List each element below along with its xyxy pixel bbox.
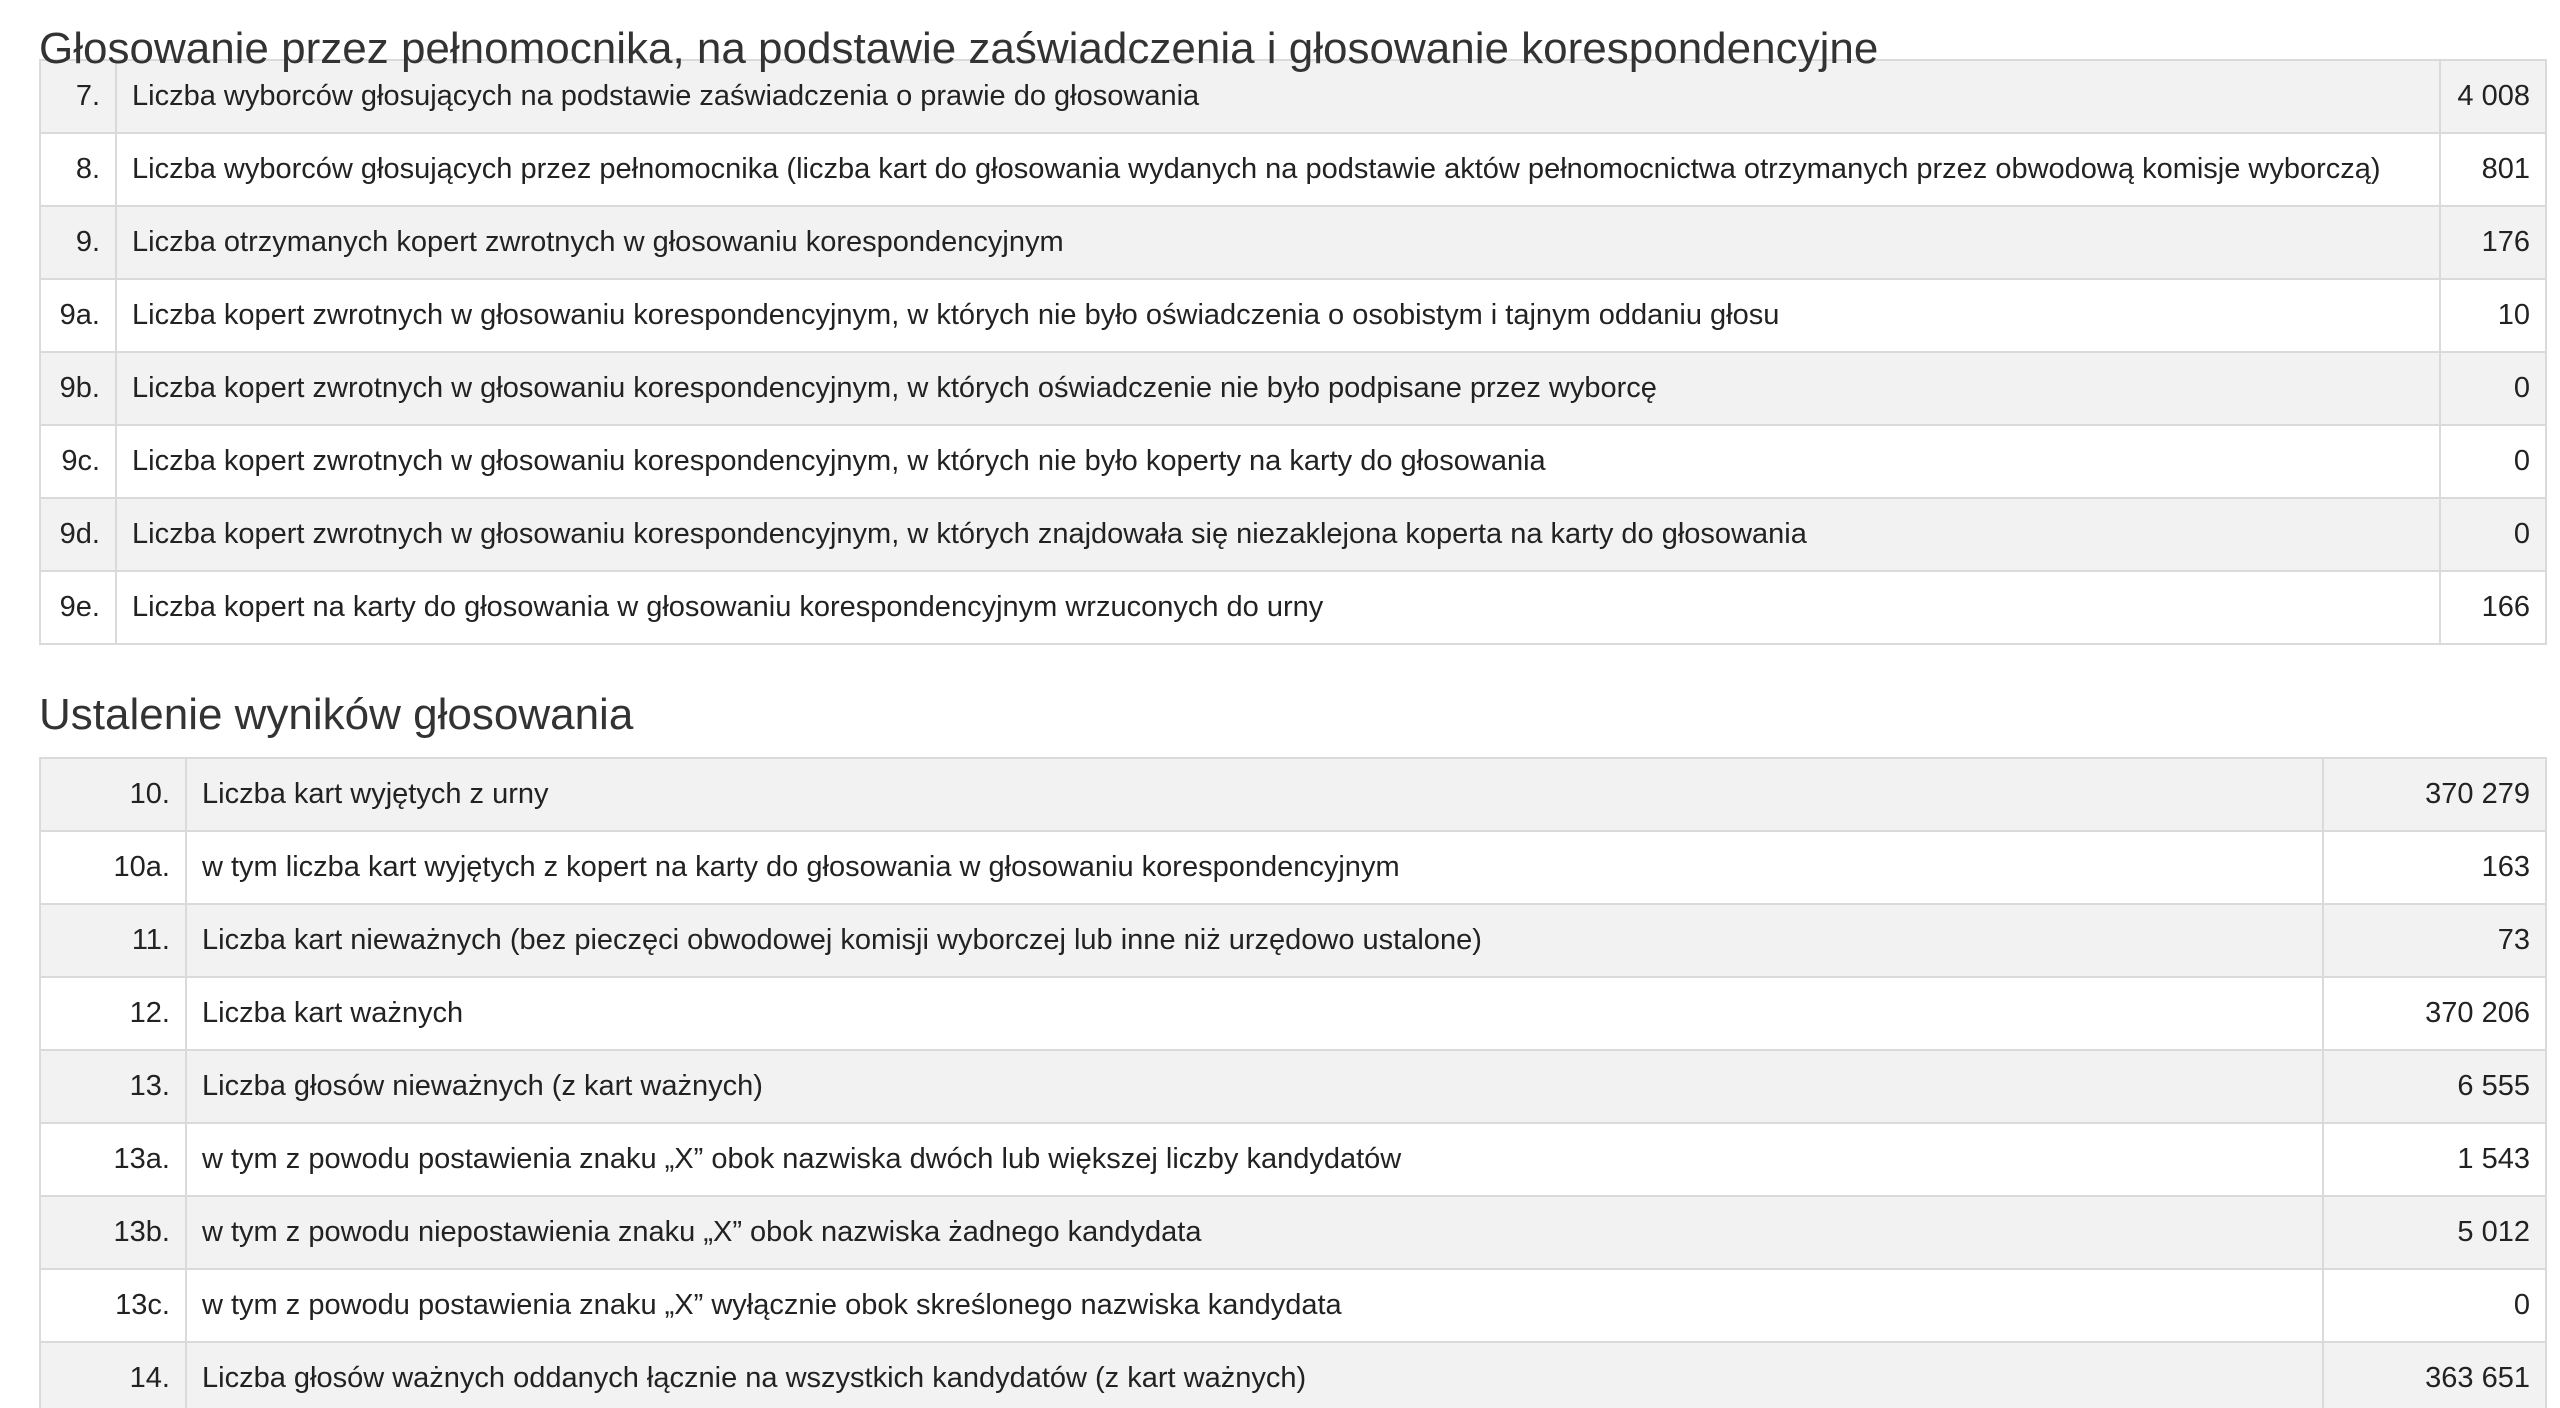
table-row — [40, 904, 2546, 977]
row-number: 9d. — [40, 498, 116, 571]
row-value: 5 012 — [2323, 1196, 2546, 1269]
table-row — [40, 425, 2546, 498]
table-row — [40, 1342, 2546, 1408]
row-number: 13. — [40, 1050, 186, 1123]
row-label: w tym z powodu postawienia znaku „X” obok nazwiska dwóch lub większej liczby kandydatów — [186, 1123, 2323, 1196]
row-value: 370 206 — [2323, 977, 2546, 1050]
row-label: Liczba głosów ważnych oddanych łącznie na wszystkich kandydatów (z kart ważnych) — [186, 1342, 2323, 1408]
row-label: Liczba kopert zwrotnych w głosowaniu korespondencyjnym, w których oświadczenie nie było podpisane przez wyborcę — [116, 352, 2440, 425]
row-number: 11. — [40, 904, 186, 977]
table-row — [40, 1123, 2546, 1196]
row-value: 6 555 — [2323, 1050, 2546, 1123]
row-label: Liczba kopert zwrotnych w głosowaniu korespondencyjnym, w których nie było oświadczenia o osobistym i tajnym oddaniu głosu — [116, 279, 2440, 352]
row-value: 166 — [2440, 571, 2546, 644]
table-row — [40, 498, 2546, 571]
row-label: Liczba wyborców głosujących na podstawie zaświadczenia o prawie do głosowania — [116, 60, 2440, 133]
row-label: Liczba kart ważnych — [186, 977, 2323, 1050]
row-label: Liczba otrzymanych kopert zwrotnych w głosowaniu korespondencyjnym — [116, 206, 2440, 279]
table-row — [40, 571, 2546, 644]
row-label: Liczba kart nieważnych (bez pieczęci obwodowej komisji wyborczej lub inne niż urzędowo ustalone) — [186, 904, 2323, 977]
table-row — [40, 758, 2546, 831]
row-number: 7. — [40, 60, 116, 133]
table-voting-results — [39, 757, 2547, 1408]
row-value: 801 — [2440, 133, 2546, 206]
section-title-proxy-certificate-postal: Głosowanie przez pełnomocnika, na podstawie zaświadczenia i głosowanie korespondencyjne — [39, 24, 1879, 73]
row-value: 0 — [2440, 498, 2546, 571]
table-row — [40, 133, 2546, 206]
row-number: 9a. — [40, 279, 116, 352]
row-value: 370 279 — [2323, 758, 2546, 831]
row-number: 13a. — [40, 1123, 186, 1196]
row-number: 10. — [40, 758, 186, 831]
row-value: 1 543 — [2323, 1123, 2546, 1196]
row-label: Liczba wyborców głosujących przez pełnomocnika (liczba kart do głosowania wydanych na podstawie aktów pełnomocnictwa otrzymanych przez obwodową komisje wyborczą) — [116, 133, 2440, 206]
table-row — [40, 206, 2546, 279]
row-value: 176 — [2440, 206, 2546, 279]
row-value: 0 — [2440, 425, 2546, 498]
row-number: 9. — [40, 206, 116, 279]
row-value: 0 — [2440, 352, 2546, 425]
table-row — [40, 977, 2546, 1050]
row-number: 9e. — [40, 571, 116, 644]
row-number: 13c. — [40, 1269, 186, 1342]
table-row — [40, 1196, 2546, 1269]
row-value: 163 — [2323, 831, 2546, 904]
table-row — [40, 831, 2546, 904]
row-label: w tym liczba kart wyjętych z kopert na karty do głosowania w głosowaniu korespondencyjnym — [186, 831, 2323, 904]
row-label: w tym z powodu niepostawienia znaku „X” obok nazwiska żadnego kandydata — [186, 1196, 2323, 1269]
row-label: Liczba kart wyjętych z urny — [186, 758, 2323, 831]
row-label: Liczba kopert na karty do głosowania w głosowaniu korespondencyjnym wrzuconych do urny — [116, 571, 2440, 644]
row-number: 8. — [40, 133, 116, 206]
row-label: Liczba kopert zwrotnych w głosowaniu korespondencyjnym, w których znajdowała się niezaklejona koperta na karty do głosowania — [116, 498, 2440, 571]
row-value: 10 — [2440, 279, 2546, 352]
section-title-voting-results: Ustalenie wyników głosowania — [39, 690, 634, 739]
row-number: 13b. — [40, 1196, 186, 1269]
row-number: 14. — [40, 1342, 186, 1408]
row-value: 0 — [2323, 1269, 2546, 1342]
table-row — [40, 279, 2546, 352]
table-row — [40, 352, 2546, 425]
row-number: 9c. — [40, 425, 116, 498]
row-label: Liczba kopert zwrotnych w głosowaniu korespondencyjnym, w których nie było koperty na karty do głosowania — [116, 425, 2440, 498]
table-row — [40, 1269, 2546, 1342]
row-label: w tym z powodu postawienia znaku „X” wyłącznie obok skreślonego nazwiska kandydata — [186, 1269, 2323, 1342]
row-number: 10a. — [40, 831, 186, 904]
row-value: 73 — [2323, 904, 2546, 977]
row-value: 4 008 — [2440, 60, 2546, 133]
row-value: 363 651 — [2323, 1342, 2546, 1408]
table-row — [40, 1050, 2546, 1123]
table-proxy-certificate-postal — [39, 59, 2547, 645]
row-label: Liczba głosów nieważnych (z kart ważnych) — [186, 1050, 2323, 1123]
row-number: 12. — [40, 977, 186, 1050]
row-number: 9b. — [40, 352, 116, 425]
